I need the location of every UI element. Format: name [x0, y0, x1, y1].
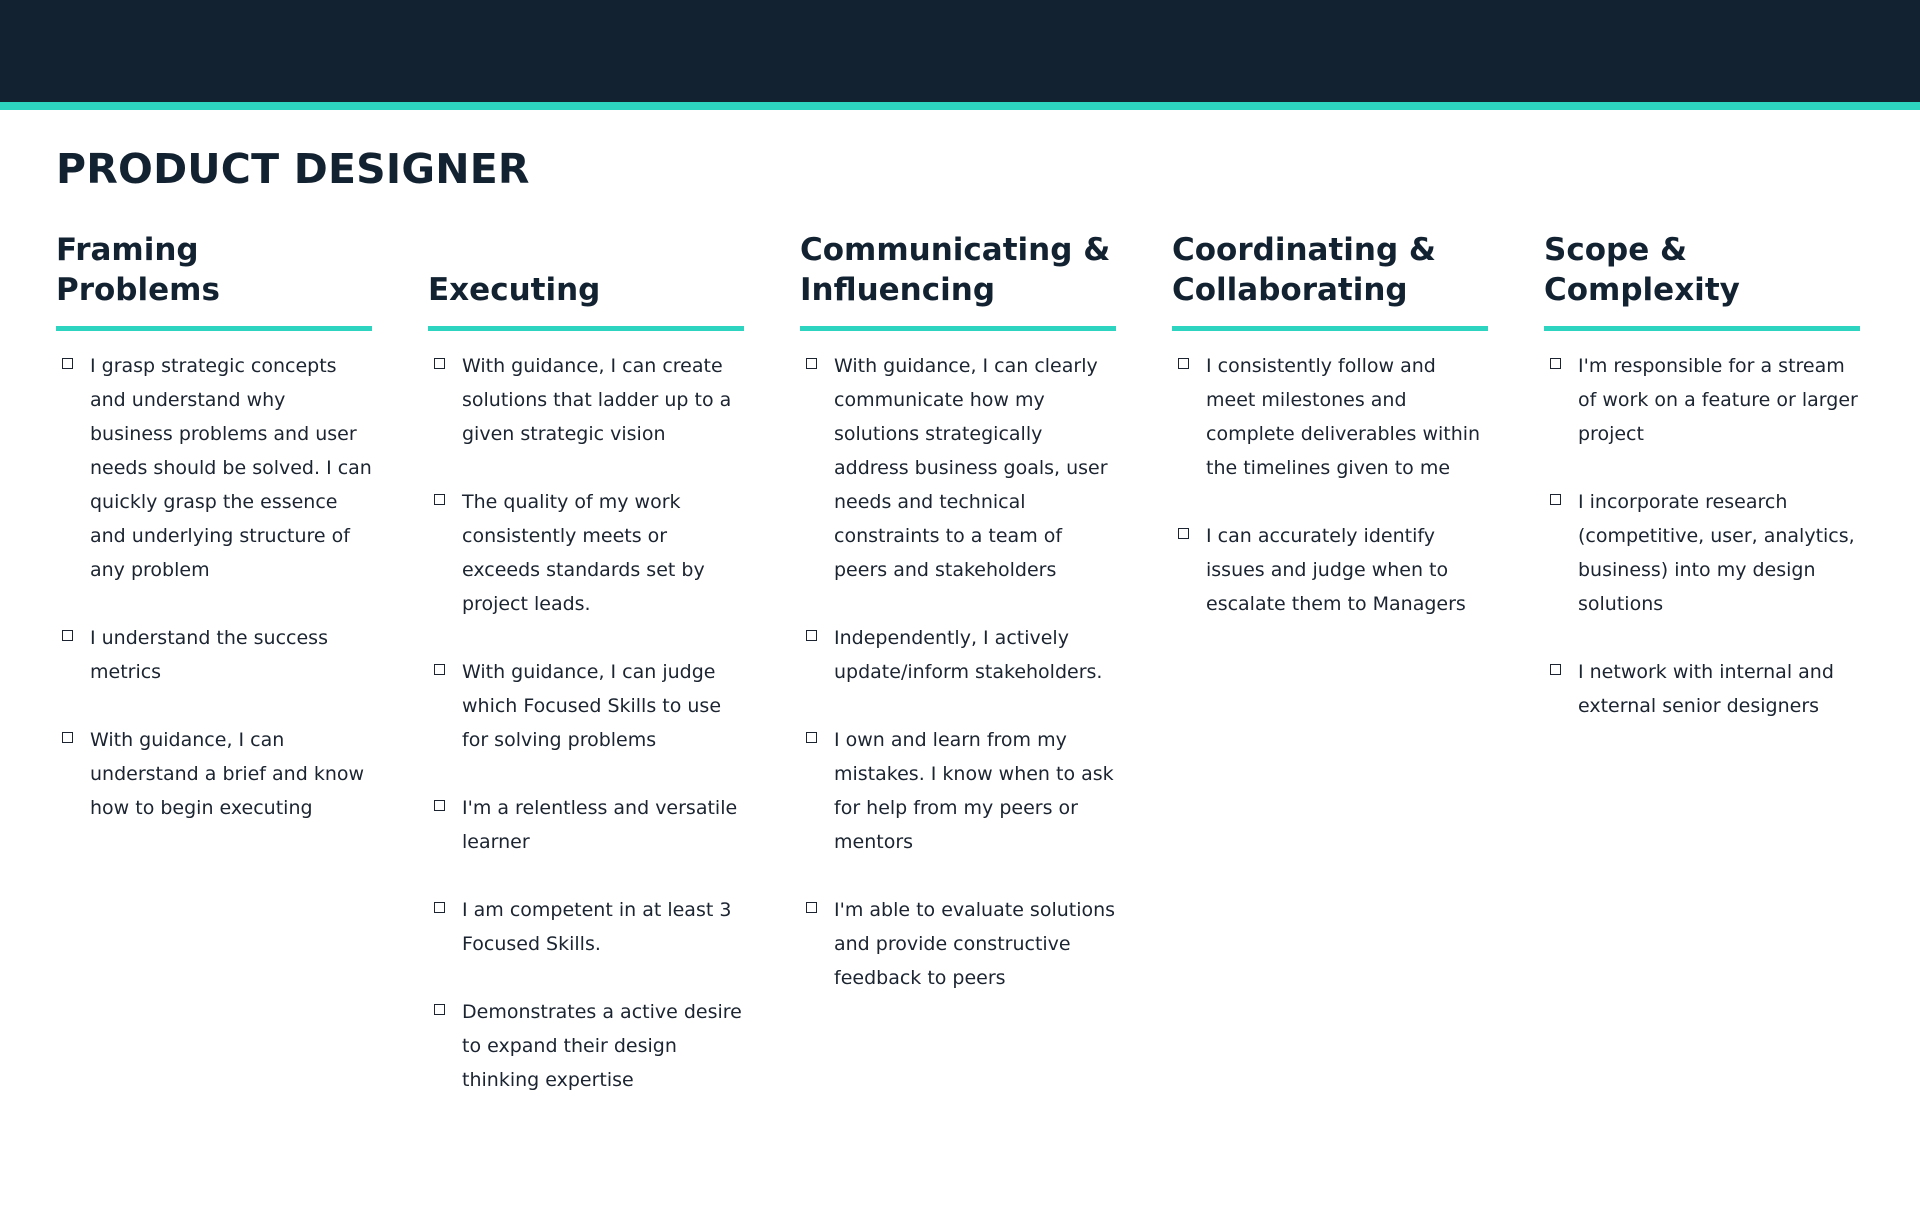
checklist-item-text: I own and learn from my mistakes. I know when to ask for help from my peers or mentors [834, 729, 1114, 853]
checklist-item-text: With guidance, I can judge which Focused Skills to use for solving problems [462, 661, 722, 751]
checklist-item-text: With guidance, I can understand a brief and know how to begin executing [90, 729, 365, 819]
checklist-item [1172, 349, 1488, 485]
checkbox-icon[interactable] [62, 358, 73, 369]
checklist-item [428, 791, 744, 859]
checklist-item-text: With guidance, I can create solutions that ladder up to a given strategic vision [462, 355, 732, 445]
checkbox-icon[interactable] [1550, 664, 1561, 675]
competency-column [428, 230, 744, 1131]
checklist-item-text: I understand the success metrics [90, 627, 328, 683]
column-header [1544, 230, 1860, 331]
competency-column [1544, 230, 1860, 1131]
competency-column [800, 230, 1116, 1131]
checklist-item [56, 349, 372, 587]
checklist-item-text: I'm a relentless and versatile learner [462, 797, 738, 853]
checklist-item [428, 349, 744, 451]
checklist-item [800, 893, 1116, 995]
competency-column [56, 230, 372, 1131]
checklist-item [800, 723, 1116, 859]
checkbox-icon[interactable] [1178, 358, 1189, 369]
checkbox-icon[interactable] [806, 902, 817, 913]
checkbox-icon[interactable] [62, 732, 73, 743]
checkbox-icon[interactable] [434, 902, 445, 913]
header-accent-stripe [0, 102, 1920, 110]
checkbox-icon[interactable] [806, 630, 817, 641]
checklist-item-text: I grasp strategic concepts and understand why business problems and user needs should be solved. I can quickly grasp the essence and underlying structure of any problem [90, 355, 372, 581]
checkbox-icon[interactable] [1178, 528, 1189, 539]
checkbox-icon[interactable] [434, 1004, 445, 1015]
checklist [1172, 331, 1488, 621]
checkbox-icon[interactable] [434, 358, 445, 369]
column-header [428, 230, 744, 331]
checklist-item [428, 893, 744, 961]
checkbox-icon[interactable] [1550, 494, 1561, 505]
page-title: PRODUCT DESIGNER [56, 145, 530, 193]
checklist-item-text: I'm responsible for a stream of work on a feature or larger project [1578, 355, 1858, 445]
column-header [1172, 230, 1488, 331]
checkbox-icon[interactable] [434, 800, 445, 811]
checkbox-icon[interactable] [434, 494, 445, 505]
checklist-item [428, 655, 744, 757]
checklist-item [1544, 485, 1860, 621]
checklist-item [56, 621, 372, 689]
checklist-item-text: I'm able to evaluate solutions and provide constructive feedback to peers [834, 899, 1116, 989]
checklist-item-text: I incorporate research (competitive, user, analytics, business) into my design solutions [1578, 491, 1855, 615]
checklist-item [428, 485, 744, 621]
checklist-item [1544, 349, 1860, 451]
checkbox-icon[interactable] [62, 630, 73, 641]
competency-columns [56, 230, 1860, 1131]
checklist-item [1544, 655, 1860, 723]
column-title: Framing Problems [56, 232, 220, 308]
column-header [800, 230, 1116, 331]
checklist [1544, 331, 1860, 723]
column-title: Coordinating & Collaborating [1172, 232, 1436, 308]
column-title: Executing [428, 272, 601, 308]
column-title: Communicating & Influencing [800, 232, 1111, 308]
checklist-item [1172, 519, 1488, 621]
checkbox-icon[interactable] [806, 358, 817, 369]
checklist [428, 331, 744, 1097]
checklist-item [56, 723, 372, 825]
checklist-item-text: Independently, I actively update/inform stakeholders. [834, 627, 1103, 683]
checklist-item-text: Demonstrates a active desire to expand their design thinking expertise [462, 1001, 742, 1091]
checklist [56, 331, 372, 825]
checkbox-icon[interactable] [806, 732, 817, 743]
checkbox-icon[interactable] [1550, 358, 1561, 369]
checklist-item [428, 995, 744, 1097]
checklist-item-text: With guidance, I can clearly communicate how my solutions strategically address business goals, user needs and technical constraints to a team of peers and stakeholders [834, 355, 1108, 581]
competency-column [1172, 230, 1488, 1131]
checklist-item-text: I network with internal and external senior designers [1578, 661, 1834, 717]
checkbox-icon[interactable] [434, 664, 445, 675]
header-bar [0, 0, 1920, 102]
checklist-item-text: The quality of my work consistently meets or exceeds standards set by project leads. [462, 491, 705, 615]
checklist-item-text: I am competent in at least 3 Focused Skills. [462, 899, 732, 955]
checklist-item-text: I consistently follow and meet milestones and complete deliverables within the timelines given to me [1206, 355, 1481, 479]
checklist-item-text: I can accurately identify issues and judge when to escalate them to Managers [1206, 525, 1466, 615]
column-title: Scope & Complexity [1544, 232, 1740, 308]
checklist-item [800, 349, 1116, 587]
checklist-item [800, 621, 1116, 689]
column-header [56, 230, 372, 331]
checklist [800, 331, 1116, 995]
